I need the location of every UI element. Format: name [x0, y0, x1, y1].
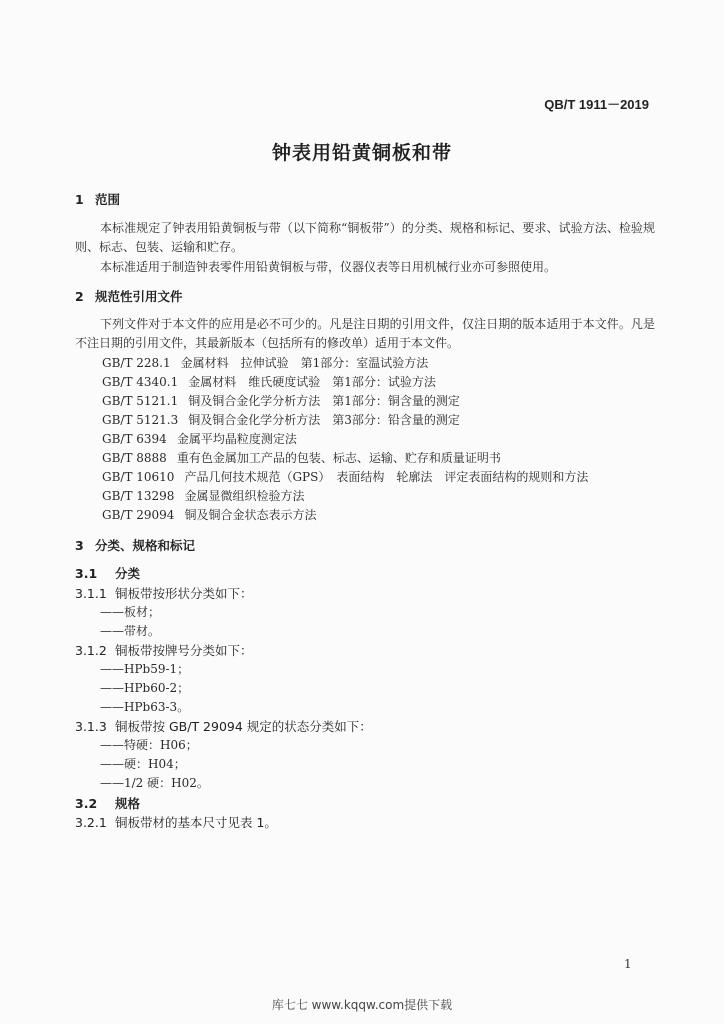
scope-paragraph-1: 本标准规定了钟表用铅黄铜板与带（以下简称“铜板带”）的分类、规格和标记、要求、试验方法、检验规则、标志、包装、运输和贮存。 [75, 221, 655, 254]
reference-code: GB/T 6394 [102, 432, 167, 446]
reference-title: 金属材料 维氏硬度试验 第1部分：试验方法 [188, 375, 436, 389]
clause-3-1-3 [75, 717, 372, 735]
standard-code: QB/T 1911－2019 [544, 97, 649, 112]
reference-code: GB/T 5121.3 [102, 413, 179, 427]
reference-item [102, 449, 501, 466]
section-title: 分类、规格和标记 [95, 538, 196, 553]
subsection-title: 分类 [115, 566, 141, 581]
clause-number: 3.1.2 [75, 643, 107, 658]
clause-number: 3.1.1 [75, 586, 107, 601]
reference-item [102, 487, 304, 504]
reference-item [102, 411, 460, 428]
reference-code: GB/T 10610 [102, 470, 175, 484]
page-number: 1 [624, 957, 632, 971]
reference-title: 铜及铜合金化学分析方法 第3部分：铅含量的测定 [188, 413, 460, 427]
subsection-title: 规格 [115, 796, 141, 811]
download-footer: 库七七 www.kqqw.com提供下载 [271, 998, 453, 1012]
section-number: 2 [75, 289, 84, 304]
reference-code: GB/T 4340.1 [102, 375, 179, 389]
list-item: ——HPb60-2； [100, 681, 190, 695]
list-item: ——HPb59-1； [100, 662, 190, 676]
list-item: ——1/2 硬：H02。 [100, 776, 209, 790]
subsection-3-1-heading [75, 564, 140, 582]
normative-refs-paragraph: 下列文件对于本文件的应用是必不可少的。凡是注日期的引用文件，仅注日期的版本适用于本文件。凡是不注日期的引用文件，其最新版本（包括所有的修改单）适用于本文件。 [75, 317, 655, 350]
subsection-number: 3.1 [75, 566, 98, 581]
list-item: ——HPb63-3。 [100, 700, 190, 714]
list-item: ——特硬：H06； [100, 738, 198, 752]
reference-title: 产品几何技术规范（GPS） 表面结构 轮廓法 评定表面结构的规则和方法 [184, 470, 589, 484]
subsection-3-2-heading [75, 794, 140, 812]
reference-item [102, 506, 316, 523]
clause-3-1-2 [75, 641, 253, 659]
clause-3-2-1 [75, 813, 277, 831]
reference-title: 铜及铜合金化学分析方法 第1部分：铜含量的测定 [188, 394, 460, 408]
reference-title: 铜及铜合金状态表示方法 [184, 508, 317, 522]
subsection-number: 3.2 [75, 796, 98, 811]
reference-item [102, 392, 460, 409]
clause-number: 3.1.3 [75, 719, 107, 734]
reference-item [102, 430, 297, 447]
clause-text: 铜板带按形状分类如下： [115, 586, 253, 601]
reference-item [102, 373, 436, 390]
list-item: ——带材。 [100, 624, 161, 638]
clause-text: 铜板带按牌号分类如下： [115, 643, 253, 658]
clause-text: 铜板带材的基本尺寸见表 1。 [115, 815, 277, 830]
reference-item [102, 354, 428, 371]
section-2-heading [75, 287, 183, 305]
list-item: ——硬：H04； [100, 757, 186, 771]
reference-code: GB/T 8888 [102, 451, 167, 465]
section-title: 范围 [95, 192, 121, 207]
reference-title: 重有色金属加工产品的包装、标志、运输、贮存和质量证明书 [176, 451, 501, 465]
reference-code: GB/T 5121.1 [102, 394, 179, 408]
section-1-heading [75, 190, 120, 208]
document-title: 钟表用铅黄铜板和带 [271, 142, 452, 164]
reference-title: 金属材料 拉伸试验 第1部分：室温试验方法 [180, 356, 429, 370]
clause-text: 铜板带按 GB/T 29094 规定的状态分类如下： [115, 719, 372, 734]
reference-title: 金属平均晶粒度测定法 [176, 432, 297, 446]
reference-item [102, 468, 588, 485]
section-number: 3 [75, 538, 84, 553]
reference-code: GB/T 228.1 [102, 356, 171, 370]
section-number: 1 [75, 192, 84, 207]
list-item: ——板材； [100, 605, 161, 619]
reference-code: GB/T 29094 [102, 508, 175, 522]
clause-3-1-1 [75, 584, 253, 602]
section-title: 规范性引用文件 [95, 289, 183, 304]
scope-paragraph-2: 本标准适用于制造钟表零件用铅黄铜板与带，仪器仪表等日用机械行业亦可参照使用。 [100, 260, 557, 274]
reference-title: 金属显微组织检验方法 [184, 489, 305, 503]
section-3-heading [75, 536, 195, 554]
clause-number: 3.2.1 [75, 815, 107, 830]
reference-code: GB/T 13298 [102, 489, 175, 503]
